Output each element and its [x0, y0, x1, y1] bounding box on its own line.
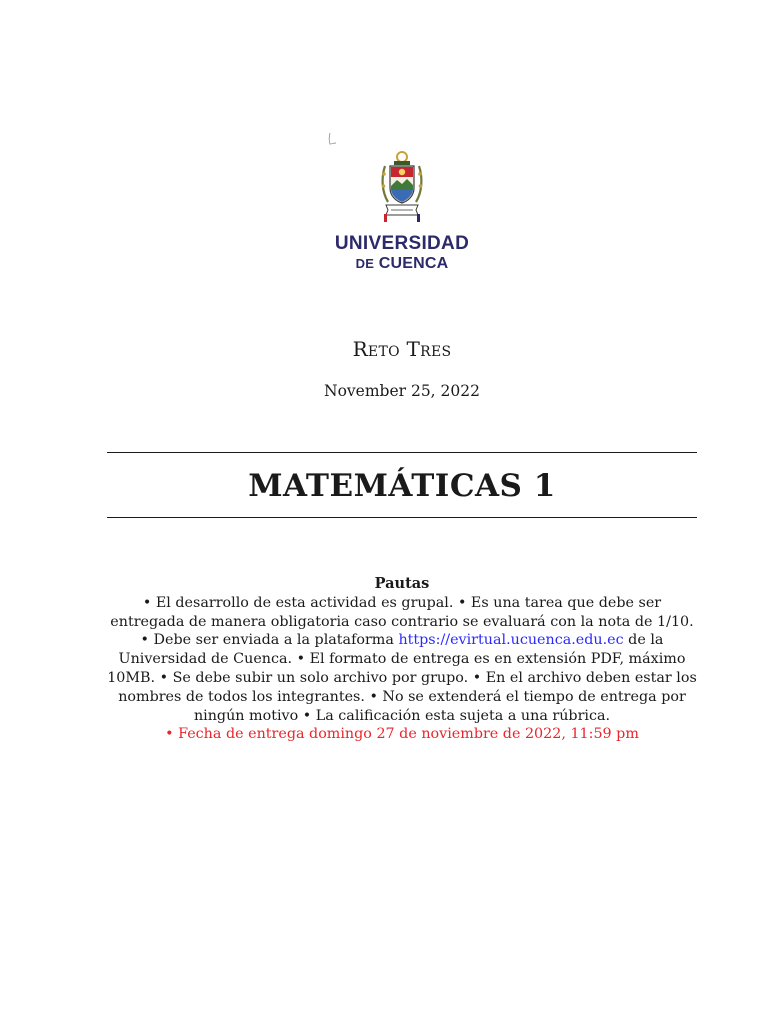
deadline-notice: • Fecha de entrega domingo 27 de noviembre de 2022, 11:59 pm [165, 726, 639, 743]
document-subtitle: Reto Tres [352, 337, 452, 361]
university-name-prefix: DE [355, 256, 375, 271]
university-name-line1: UNIVERSIDAD [334, 233, 470, 254]
document-date: November 25, 2022 [324, 382, 480, 400]
university-name-line2 [0, 256, 768, 272]
guidelines-text-after-link: de la Universidad de Cuenca. • El formato de entrega es en extensión PDF, máximo 10MB. • Se debe subir un solo archivo por grupo. • En el archivo deben estar los nombres de todos los integrantes. • No se extenderá el tiempo de entrega por ningún motivo • La calificación esta sujeta a una rúbrica. [107, 632, 697, 724]
stray-pen-mark [327, 132, 337, 146]
university-logo [0, 150, 768, 272]
guidelines-section [107, 575, 697, 744]
guidelines-body [107, 594, 697, 726]
platform-link[interactable]: https://evirtual.ucuenca.edu.ec [398, 632, 624, 649]
guidelines-title: Pautas [374, 575, 430, 592]
guidelines-text-before-link: • El desarrollo de esta actividad es grupal. • Es una tarea que debe ser entregada de manera obligatoria caso contrario se evaluará con la nota de 1/10. • Debe ser enviada a la plataforma [110, 594, 694, 649]
title-rule-top [107, 452, 697, 453]
university-name-city: CUENCA [378, 255, 449, 272]
university-name [0, 234, 768, 272]
title-rule-bottom [107, 517, 697, 518]
course-title: MATEMÁTICAS 1 [248, 468, 556, 504]
university-crest-icon [379, 150, 425, 224]
